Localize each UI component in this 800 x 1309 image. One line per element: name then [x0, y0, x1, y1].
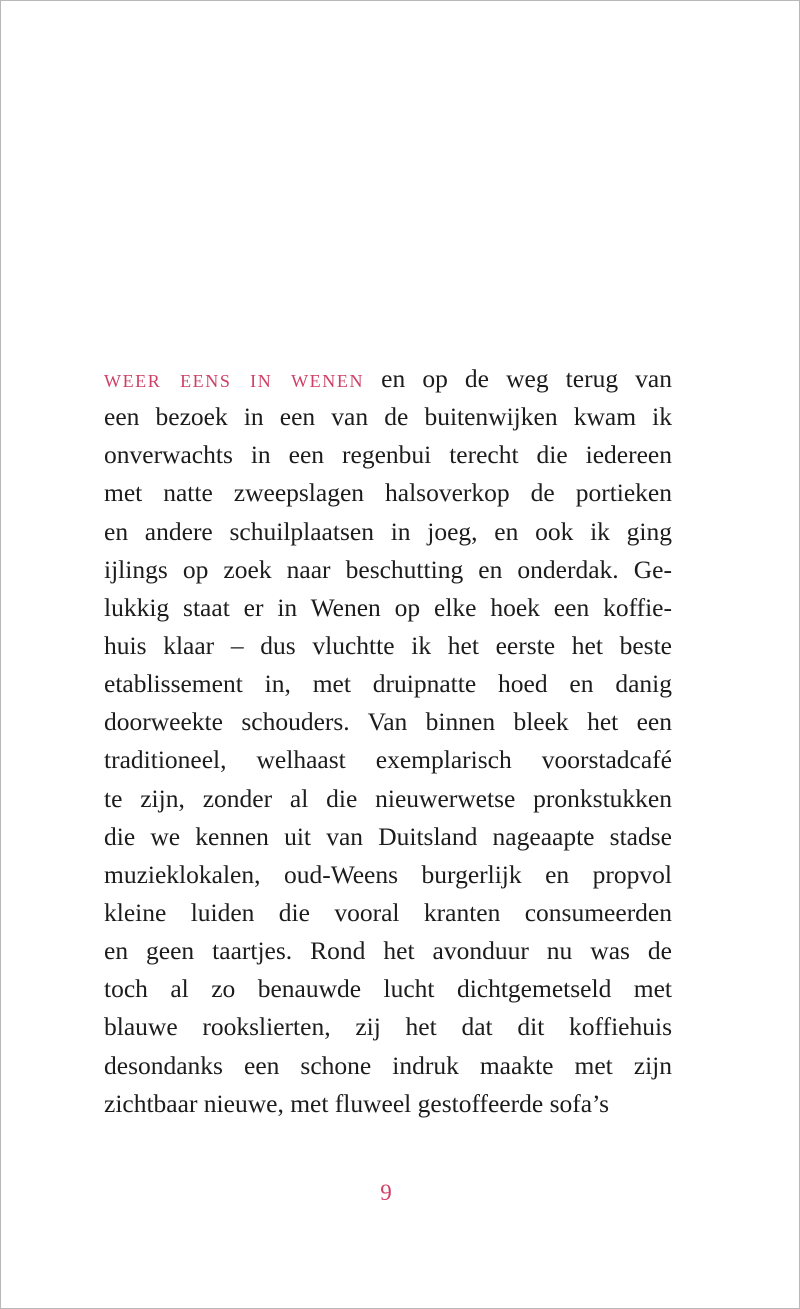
text-line-11: traditioneel, welhaast exemplarisch voorstadcafé — [104, 745, 672, 775]
text-line-9: etablissement in, met druipnatte hoed en danig — [104, 669, 672, 699]
text-line-18: blauwe rookslierten, zij het dat dit koffiehuis — [104, 1012, 672, 1042]
page-number: 9 — [380, 1180, 392, 1205]
text-line-7: lukkig staat er in Wenen op elke hoek een koffie- — [104, 592, 672, 622]
text-line-10: doorweekte schouders. Van binnen bleek het een — [104, 707, 672, 737]
text-line-15: kleine luiden die vooral kranten consumeerden — [104, 897, 672, 927]
text-line-8: huis klaar – dus vluchtte ik het eerste het beste — [104, 630, 672, 660]
text-line-17: toch al zo benauwde lucht dichtgemetseld met — [104, 974, 672, 1004]
first-line-text: en op de weg terug van — [364, 364, 672, 393]
lead-in-phrase: weer eens in wenen — [104, 364, 365, 393]
text-line-6: ijlings op zoek naar beschutting en onderdak. Ge- — [104, 554, 672, 584]
text-line-19: desondanks een schone indruk maakte met zijn — [104, 1050, 672, 1080]
text-line-4: met natte zweepslagen halsoverkop de portieken — [104, 478, 672, 508]
body-text — [104, 360, 672, 1123]
text-line-2: een bezoek in een van de buitenwijken kwam ik — [104, 402, 672, 432]
text-line-20: zichtbaar nieuwe, met fluweel gestoffeerde sofa’s — [104, 1088, 610, 1118]
text-line-5: en andere schuilplaatsen in joeg, en ook ik ging — [104, 516, 672, 546]
text-line-14: muzieklokalen, oud-Weens burgerlijk en propvol — [104, 859, 672, 889]
text-line-3: onverwachts in een regenbui terecht die iedereen — [104, 440, 672, 470]
text-line-16: en geen taartjes. Rond het avonduur nu was de — [104, 936, 672, 966]
text-line-12: te zijn, zonder al die nieuwerwetse pronkstukken — [104, 783, 672, 813]
text-line-1 — [104, 360, 672, 398]
text-line-13: die we kennen uit van Duitsland nageaapte stadse — [104, 821, 672, 851]
